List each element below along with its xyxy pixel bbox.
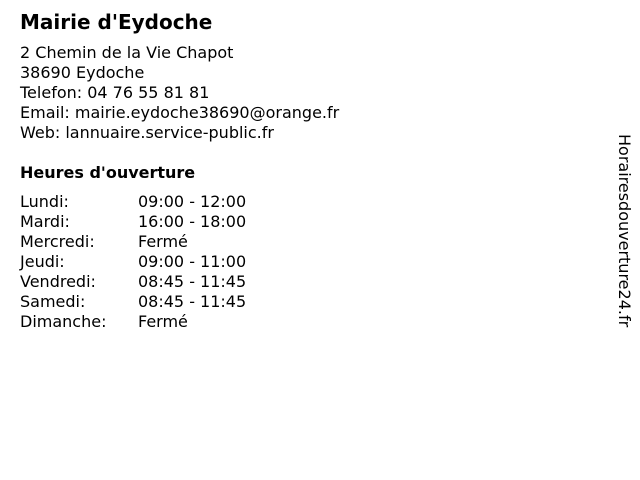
day-label: Lundi: [20, 192, 69, 211]
time-value: 16:00 - 18:00 [138, 212, 247, 231]
phone-line: Telefon: 04 76 55 81 81 [20, 83, 210, 102]
hours-row-monday [20, 192, 580, 212]
hours-row-thursday [20, 252, 580, 272]
hours-row-sunday [20, 312, 580, 332]
day-label: Vendredi: [20, 272, 96, 291]
site-brand-watermark: Horairesdouverture24.fr [615, 134, 634, 328]
day-label: Dimanche: [20, 312, 107, 331]
day-label: Samedi: [20, 292, 86, 311]
time-value: Fermé [138, 232, 188, 251]
city-line: 38690 Eydoche [20, 63, 145, 82]
time-value: 08:45 - 11:45 [138, 292, 247, 311]
hours-row-saturday [20, 292, 580, 312]
hours-row-tuesday [20, 212, 580, 232]
day-label: Mercredi: [20, 232, 95, 251]
email-line: Email: mairie.eydoche38690@orange.fr [20, 103, 340, 122]
hours-row-wednesday [20, 232, 580, 252]
time-value: 08:45 - 11:45 [138, 272, 247, 291]
opening-hours-table [20, 192, 580, 332]
time-value: Fermé [138, 312, 188, 331]
time-value: 09:00 - 12:00 [138, 192, 247, 211]
place-card [20, 9, 580, 332]
time-value: 09:00 - 11:00 [138, 252, 247, 271]
day-label: Mardi: [20, 212, 70, 231]
hours-row-friday [20, 272, 580, 292]
street-address: 2 Chemin de la Vie Chapot [20, 43, 234, 62]
address-block [20, 43, 580, 143]
day-label: Jeudi: [20, 252, 65, 271]
web-line: Web: lannuaire.service-public.fr [20, 123, 274, 142]
place-name: Mairie d'Eydoche [20, 10, 213, 34]
opening-hours-heading: Heures d'ouverture [20, 163, 196, 182]
